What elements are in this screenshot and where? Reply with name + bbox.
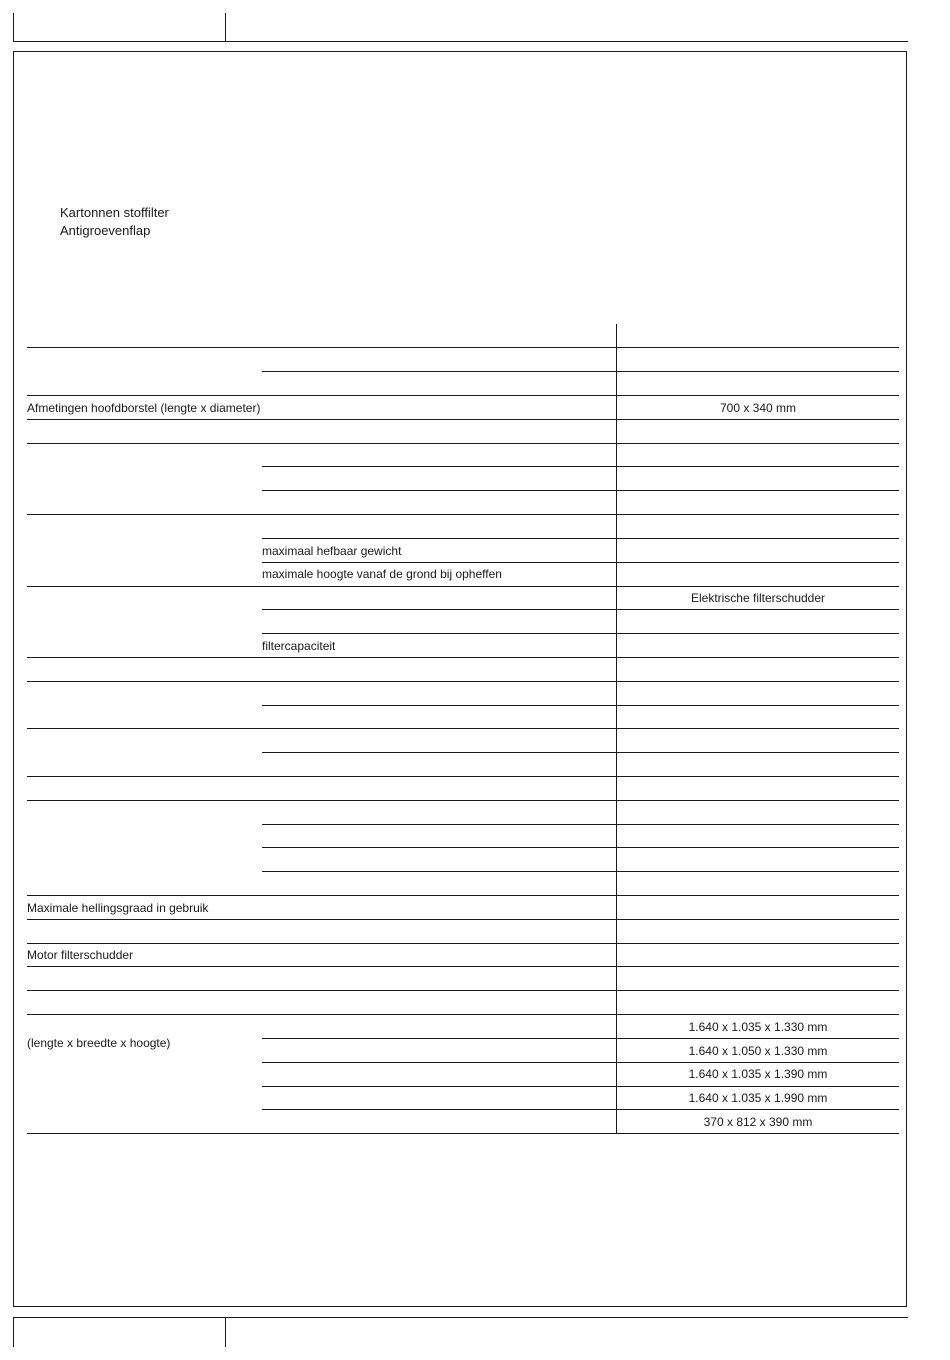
table-rule [27, 347, 899, 348]
table-rule [262, 752, 899, 753]
table-rule [27, 776, 899, 777]
filter-shaker-value: Elektrische filterschudder [690, 591, 826, 605]
table-rule [262, 562, 899, 563]
footer-divider [13, 1317, 14, 1347]
max-slope-label: Maximale hellingsgraad in gebruik [27, 901, 209, 915]
table-rule [27, 990, 899, 991]
dimensions-value: 1.640 x 1.035 x 1.330 mm [688, 1020, 828, 1034]
table-rule [27, 395, 899, 396]
table-rule [27, 681, 899, 682]
table-column-divider [616, 324, 617, 1134]
max-lift-weight-label: maximaal hefbaar gewicht [262, 544, 402, 558]
max-lift-height-label: maximale hoogte vanaf de grond bij opheffen [262, 567, 502, 581]
table-rule [27, 1133, 899, 1134]
main-brush-dimensions-value: 700 x 340 mm [719, 401, 797, 415]
table-rule [262, 538, 899, 539]
table-rule [262, 1086, 899, 1087]
table-rule [27, 419, 899, 420]
table-rule [27, 657, 899, 658]
table-rule [27, 1014, 899, 1015]
table-rule [262, 705, 899, 706]
table-rule [262, 824, 899, 825]
table-rule [27, 919, 899, 920]
table-rule [27, 895, 899, 896]
footer-rule [13, 1317, 908, 1318]
header-rule [13, 41, 908, 42]
table-rule [262, 609, 899, 610]
table-rule [262, 871, 899, 872]
table-rule [262, 1062, 899, 1063]
filter-shaker-motor-label: Motor filterschudder [27, 948, 134, 962]
dimensions-value: 1.640 x 1.035 x 1.390 mm [688, 1067, 828, 1081]
main-brush-dimensions-label: Afmetingen hoofdborstel (lengte x diameter) [27, 401, 261, 415]
footer-divider [225, 1317, 226, 1347]
dimensions-value: 370 x 812 x 390 mm [703, 1115, 813, 1129]
intro-item: Kartonnen stoffilter [60, 205, 169, 220]
header-divider [13, 13, 14, 41]
dimensions-value: 1.640 x 1.050 x 1.330 mm [688, 1044, 828, 1058]
table-rule [262, 847, 899, 848]
intro-item: Antigroevenflap [60, 223, 151, 238]
table-rule [262, 371, 899, 372]
table-rule [262, 466, 899, 467]
table-rule [262, 633, 899, 634]
table-rule [27, 586, 899, 587]
header-divider [225, 13, 226, 41]
table-rule [27, 514, 899, 515]
table-rule [262, 490, 899, 491]
table-rule [27, 943, 899, 944]
table-rule [27, 728, 899, 729]
table-rule [27, 443, 899, 444]
table-rule [27, 966, 899, 967]
dimensions-value: 1.640 x 1.035 x 1.990 mm [688, 1091, 828, 1105]
dimensions-label: (lengte x breedte x hoogte) [27, 1036, 171, 1050]
filter-capacity-label: filtercapaciteit [262, 639, 336, 653]
table-rule [262, 1109, 899, 1110]
table-rule [27, 800, 899, 801]
table-rule [262, 1038, 899, 1039]
